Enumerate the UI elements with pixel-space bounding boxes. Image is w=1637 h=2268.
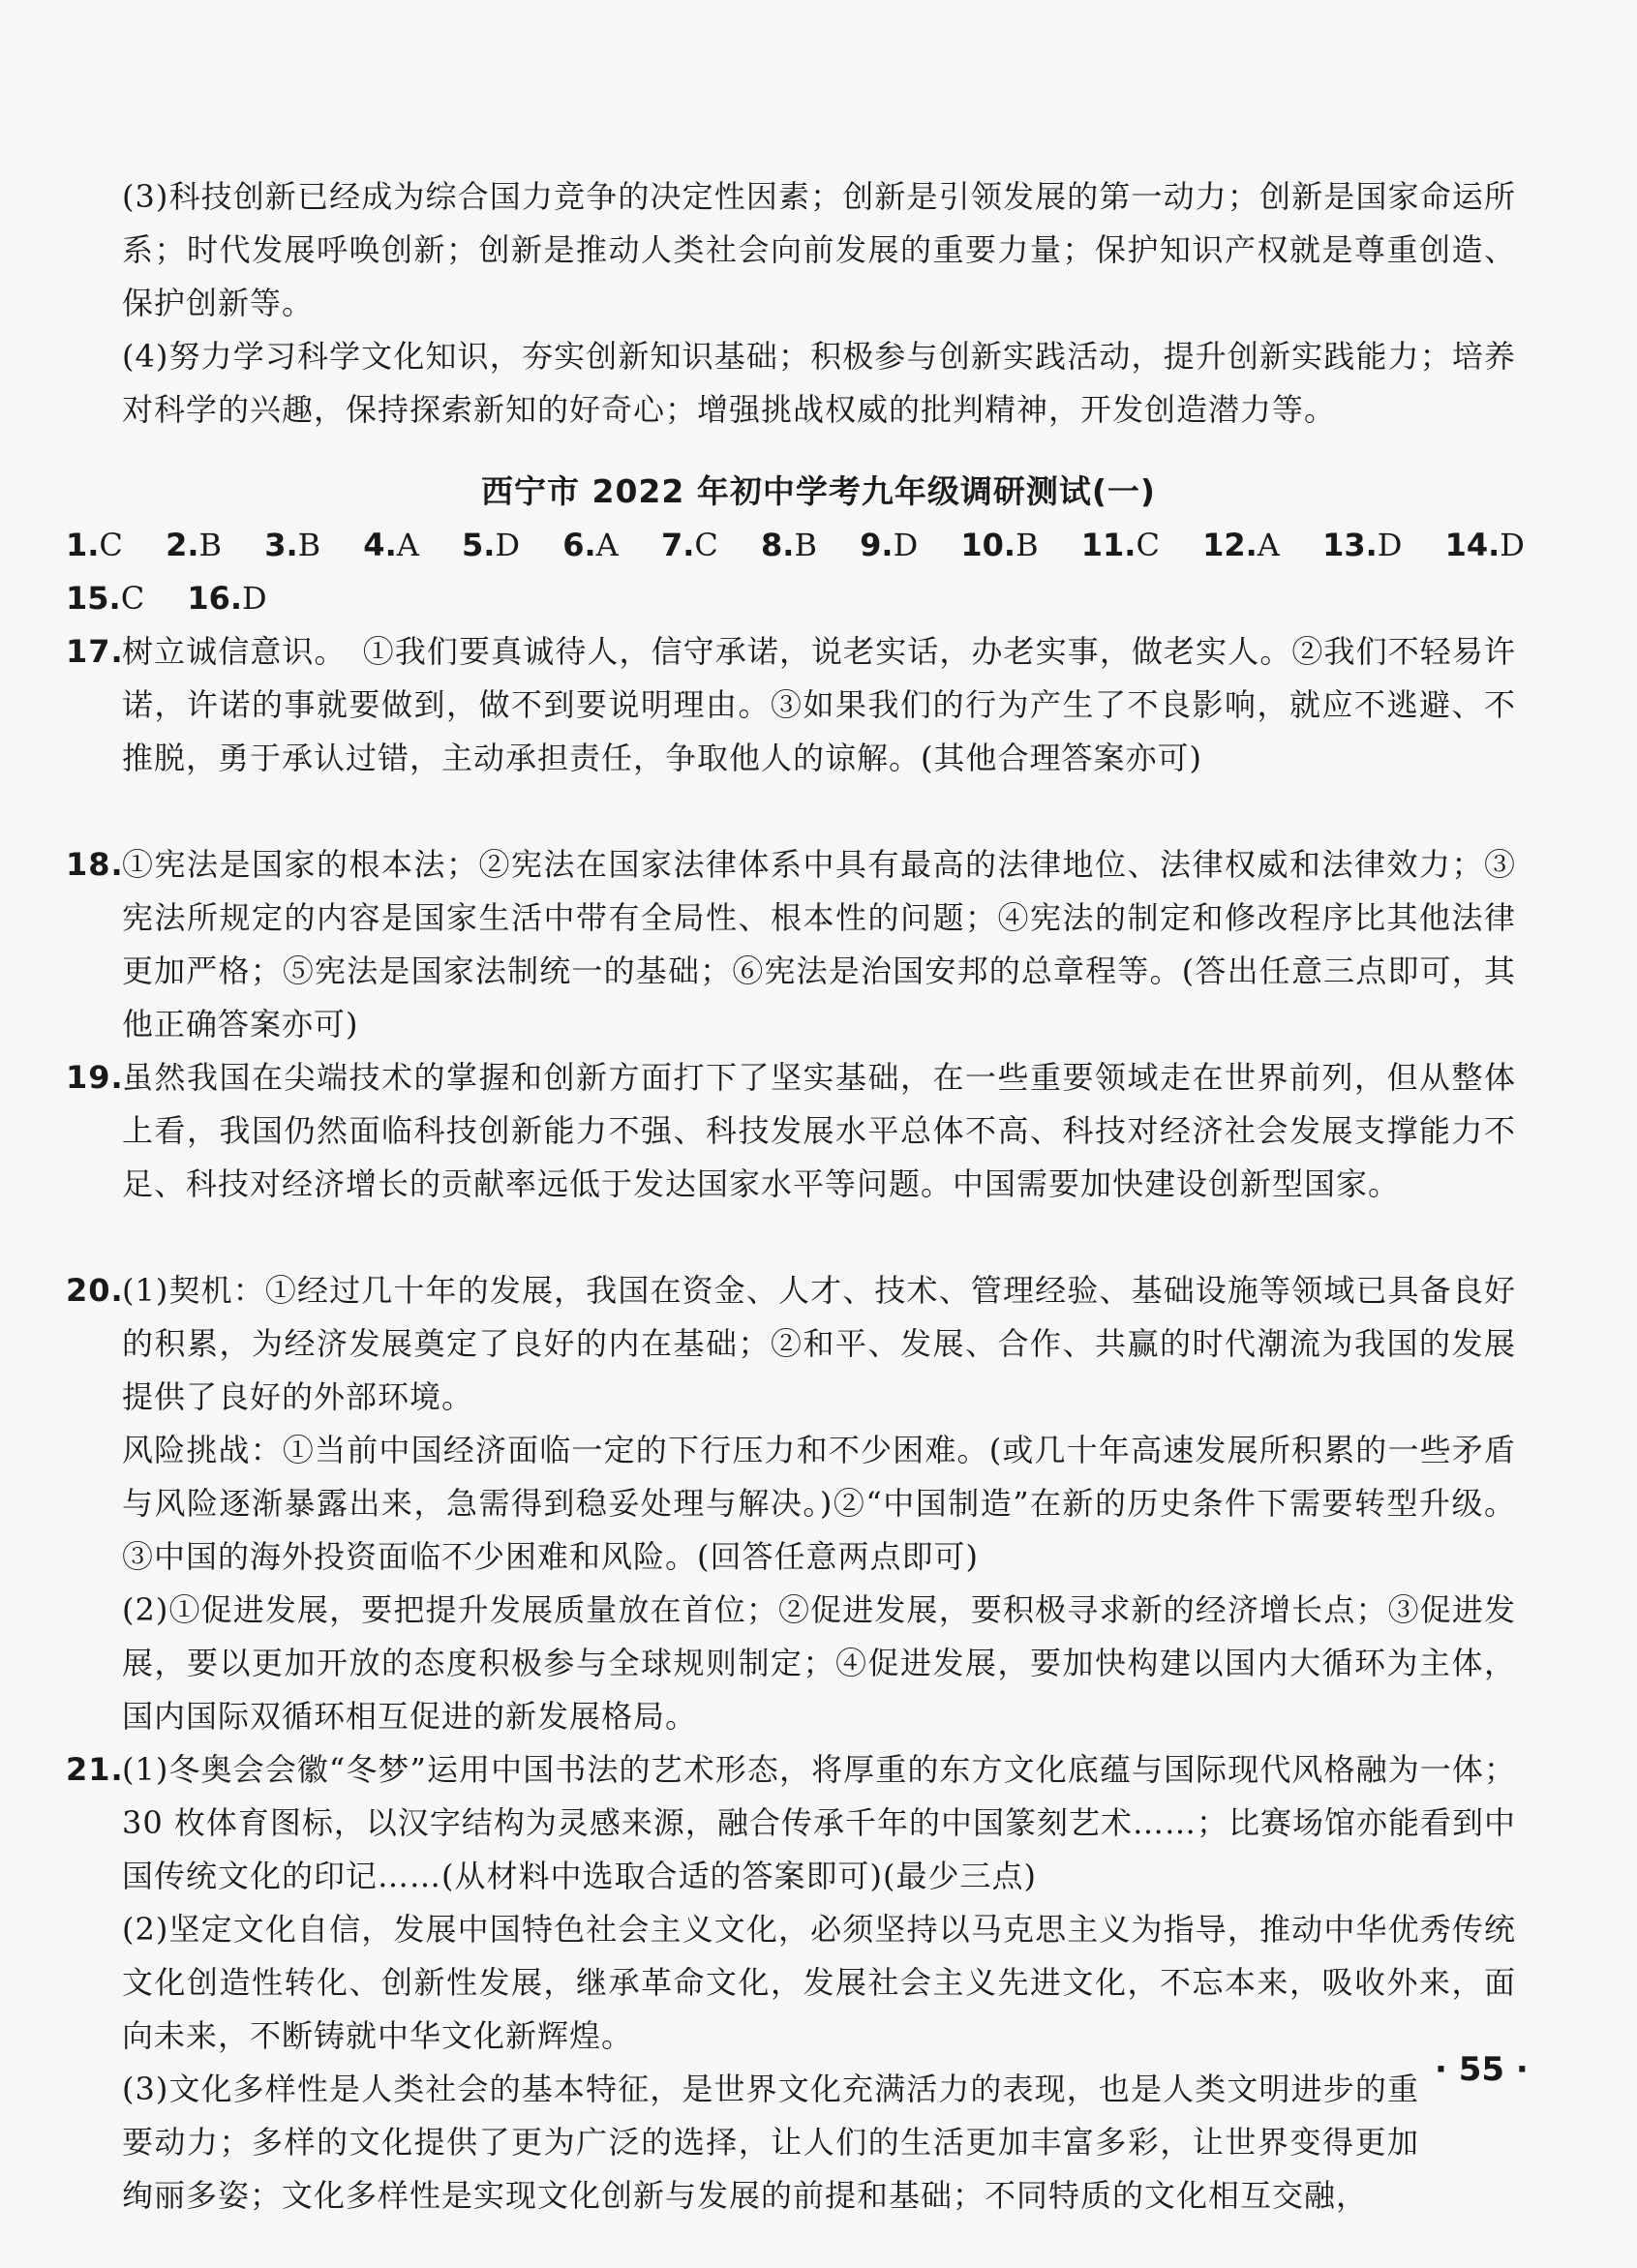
question-21-part-2: (2)坚定文化自信，发展中国特色社会主义文化，必须坚持以马克思主义为指导，推动中华优秀传统文化创造性转化、创新性发展，继承革命文化，发展社会主义先进文化，不忘本来，吸收外来，面向未来，不断铸就中华文化新辉煌。 [122, 1911, 1516, 2054]
mc-answer: 14.D [1444, 527, 1525, 563]
question-number: 18. [66, 846, 124, 883]
question-number: 21. [66, 1751, 124, 1788]
mc-answer: 4.A [363, 527, 419, 563]
mc-answer: 8.B [761, 527, 817, 563]
question-18 [66, 838, 1516, 1051]
mc-answer: 1.C [66, 527, 123, 563]
mc-answer: 9.D [860, 527, 919, 563]
question-21-part-3: (3)文化多样性是人类社会的基本特征，是世界文化充满活力的表现，也是人类文明进步的重要动力；多样的文化提供了更为广泛的选择，让人们的生活更加丰富多彩，让世界变得更加绚丽多姿；文化多样性是实现文化创新与发展的前提和基础；不同特质的文化相互交融， [122, 2071, 1419, 2214]
question-answer: (1)契机：①经过几十年的发展，我国在资金、人才、技术、管理经验、基础设施等领域已具备良好的积累，为经济发展奠定了良好的内在基础；②和平、发展、合作、共赢的时代潮流为我国的发展提供了良好的外部环境。 [122, 1272, 1516, 1415]
question-20-part-1 [66, 1264, 1516, 1424]
mc-answer: 6.A [562, 527, 619, 563]
mc-answer: 15.C [66, 580, 145, 617]
mc-answer: 7.C [660, 527, 718, 563]
question-answer: 树立诚信意识。 ①我们要真诚待人，信守承诺，说老实话，办老实事，做老实人。②我们不轻易许诺，许诺的事就要做到，做不到要说明理由。③如果我们的行为产生了不良影响，就应不逃避、不推脱，勇于承认过错，主动承担责任，争取他人的谅解。(其他合理答案亦可) [122, 633, 1516, 776]
mc-answer: 5.D [462, 527, 521, 563]
mc-answers-row-1 [66, 519, 1525, 572]
question-20-part-2: 风险挑战：①当前中国经济面临一定的下行压力和不少困难。(或几十年高速发展所积累的一些矛盾与风险逐渐暴露出来，急需得到稳妥处理与解决。)②“中国制造”在新的历史条件下需要转型升级。③中国的海外投资面临不少困难和风险。(回答任意两点即可) [122, 1432, 1516, 1575]
mc-answer: 10.B [960, 527, 1039, 563]
question-19 [66, 1051, 1516, 1211]
prev-answer-4: (4)努力学习科学文化知识，夯实创新知识基础；积极参与创新实践活动，提升创新实践能力；培养对科学的兴趣，保持探索新知的好奇心；增强挑战权威的批判精神，开发创造潜力等。 [122, 338, 1516, 428]
mc-answer: 2.B [166, 527, 223, 563]
mc-answer: 12.A [1202, 527, 1280, 563]
question-number: 17. [66, 633, 124, 670]
question-number: 20. [66, 1272, 124, 1309]
question-20-part-3: (2)①促进发展，要把提升发展质量放在首位；②促进发展，要积极寻求新的经济增长点；③促进发展，要以更加开放的态度积极参与全球规则制定；④促进发展，要加快构建以国内大循环为主体，国内国际双循环相互促进的新发展格局。 [122, 1591, 1516, 1735]
question-17 [66, 625, 1516, 785]
mc-answer: 3.B [264, 527, 321, 563]
mc-answers-row-2 [66, 572, 300, 625]
question-answer: ①宪法是国家的根本法；②宪法在国家法律体系中具有最高的法律地位、法律权威和法律效力；③宪法所规定的内容是国家生活中带有全局性、根本性的问题；④宪法的制定和修改程序比其他法律更加严格；⑤宪法是国家法制统一的基础；⑥宪法是治国安邦的总章程等。(答出任意三点即可，其他正确答案亦可) [122, 846, 1516, 1043]
question-answer: 虽然我国在尖端技术的掌握和创新方面打下了坚实基础，在一些重要领域走在世界前列，但从整体上看，我国仍然面临科技创新能力不强、科技发展水平总体不高、科技对经济社会发展支撑能力不足、科技对经济增长的贡献率远低于发达国家水平等问题。中国需要加快建设创新型国家。 [122, 1059, 1516, 1202]
question-21-part-1 [66, 1743, 1516, 1903]
question-number: 19. [66, 1059, 124, 1096]
mc-answer: 11.C [1080, 527, 1160, 563]
mc-answer: 13.D [1322, 527, 1403, 563]
prev-answer-3: (3)科技创新已经成为综合国力竞争的决定性因素；创新是引领发展的第一动力；创新是国家命运所系；时代发展呼唤创新；创新是推动人类社会向前发展的重要力量；保护知识产权就是尊重创造、保护创新等。 [122, 178, 1516, 321]
page-number: · 55 · [1435, 2050, 1529, 2089]
mc-answer: 16.D [187, 580, 267, 617]
question-answer: (1)冬奥会会徽“冬梦”运用中国书法的艺术形态，将厚重的东方文化底蕴与国际现代风格融为一体；30 枚体育图标，以汉字结构为灵感来源，融合传承千年的中国篆刻艺术……；比赛场馆亦能看到中国传统文化的印记……(从材料中选取合适的答案即可)(最少三点) [122, 1751, 1516, 1894]
section-title: 西宁市 2022 年初中学考九年级调研测试(一) [481, 472, 1156, 510]
